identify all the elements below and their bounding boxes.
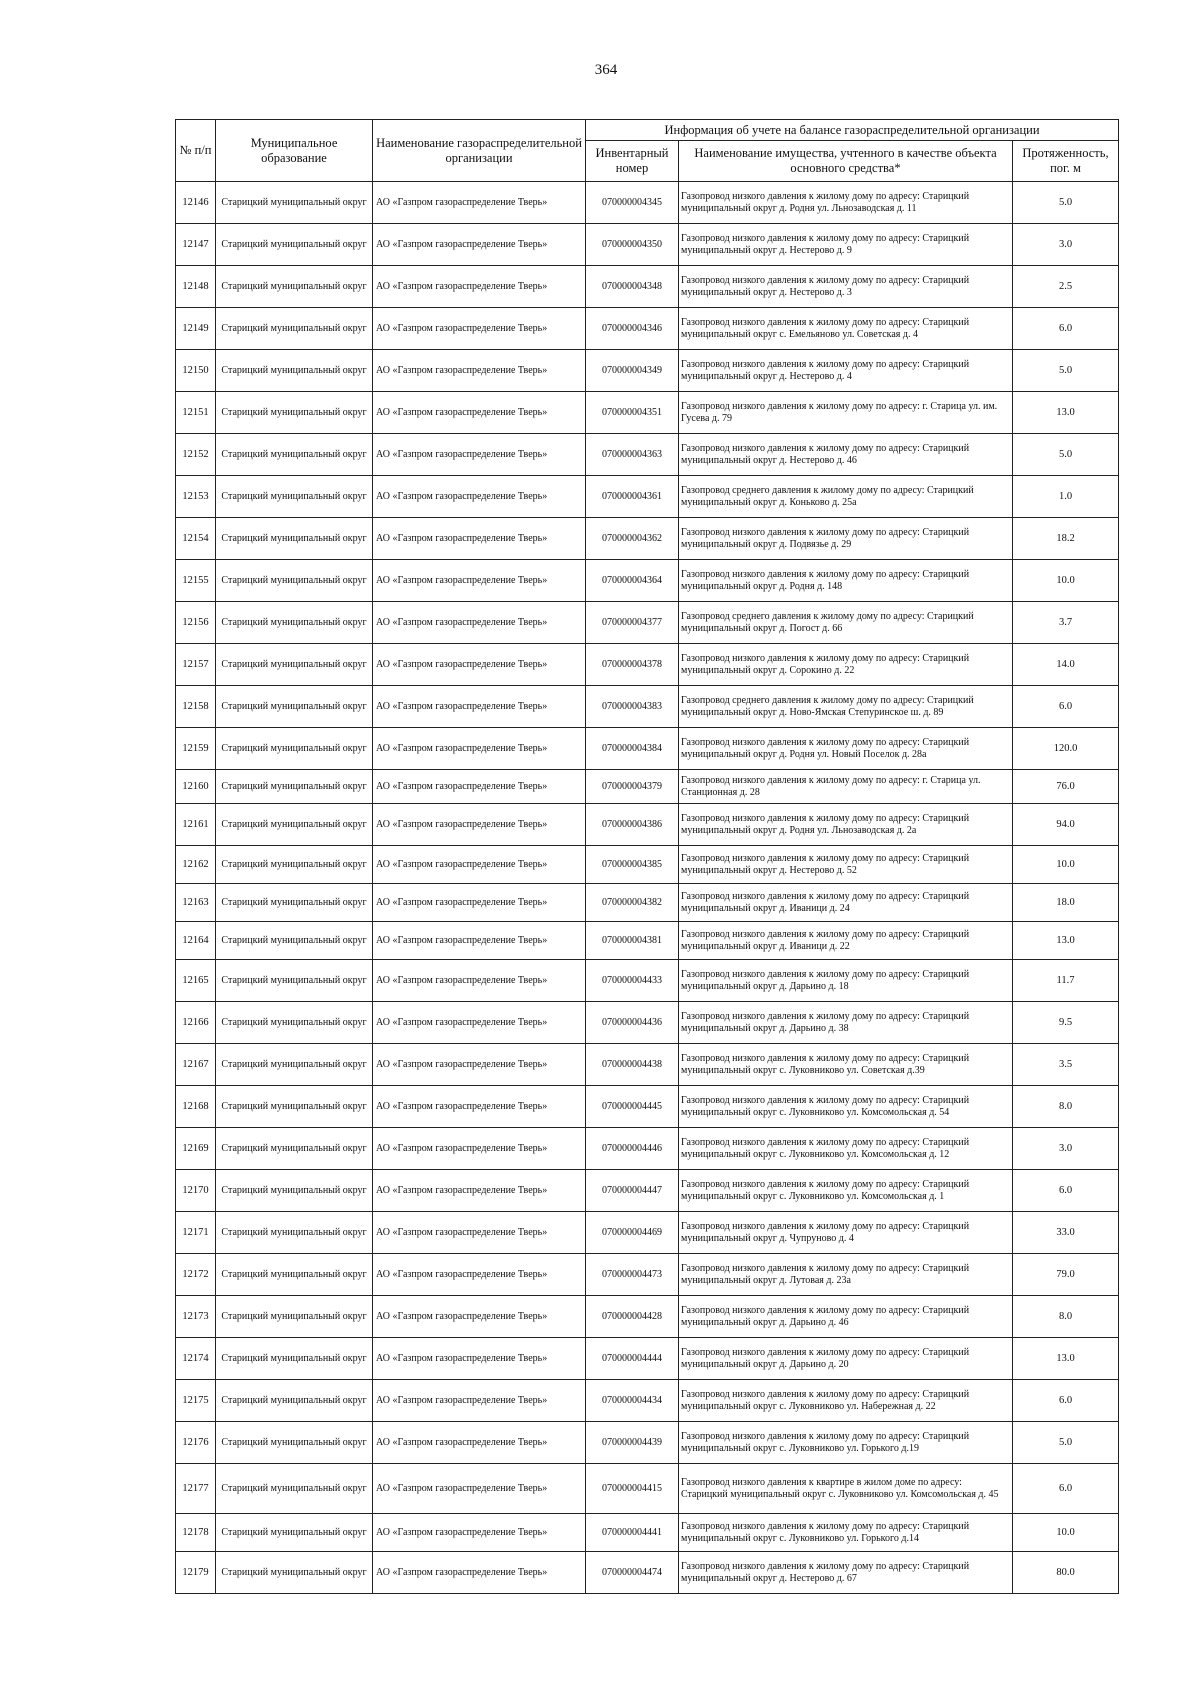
row-property-name: Газопровод низкого давления к жилому дому по адресу: Старицкий муниципальный округ д. Нестерово д. 46 bbox=[679, 434, 1013, 476]
table-row bbox=[176, 476, 1119, 518]
row-number: 12173 bbox=[176, 1296, 216, 1338]
table-body bbox=[176, 182, 1119, 1594]
table-row bbox=[176, 1212, 1119, 1254]
row-length: 120.0 bbox=[1013, 728, 1119, 770]
row-inventory-number: 070000004441 bbox=[586, 1514, 679, 1552]
row-property-name: Газопровод низкого давления к жилому дому по адресу: Старицкий муниципальный округ д. Чупруново д. 4 bbox=[679, 1212, 1013, 1254]
row-number: 12146 bbox=[176, 182, 216, 224]
row-municipality: Старицкий муниципальный округ bbox=[216, 1464, 373, 1514]
row-property-name: Газопровод низкого давления к жилому дому по адресу: Старицкий муниципальный округ д. Нестерово д. 4 bbox=[679, 350, 1013, 392]
row-length: 13.0 bbox=[1013, 1338, 1119, 1380]
row-property-name: Газопровод низкого давления к жилому дому по адресу: Старицкий муниципальный округ д. Дарьино д. 38 bbox=[679, 1002, 1013, 1044]
row-organization: АО «Газпром газораспределение Тверь» bbox=[373, 1128, 586, 1170]
row-length: 8.0 bbox=[1013, 1086, 1119, 1128]
row-inventory-number: 070000004444 bbox=[586, 1338, 679, 1380]
row-length: 3.0 bbox=[1013, 1128, 1119, 1170]
row-length: 10.0 bbox=[1013, 846, 1119, 884]
row-number: 12147 bbox=[176, 224, 216, 266]
table-row bbox=[176, 1128, 1119, 1170]
row-number: 12167 bbox=[176, 1044, 216, 1086]
table-row bbox=[176, 1296, 1119, 1338]
row-property-name: Газопровод среднего давления к жилому дому по адресу: Старицкий муниципальный округ д. Погост д. 66 bbox=[679, 602, 1013, 644]
row-municipality: Старицкий муниципальный округ bbox=[216, 1044, 373, 1086]
row-number: 12164 bbox=[176, 922, 216, 960]
row-length: 18.0 bbox=[1013, 884, 1119, 922]
row-municipality: Старицкий муниципальный округ bbox=[216, 350, 373, 392]
table-row bbox=[176, 804, 1119, 846]
table-row bbox=[176, 560, 1119, 602]
table-row bbox=[176, 1170, 1119, 1212]
row-length: 2.5 bbox=[1013, 266, 1119, 308]
table-row bbox=[176, 884, 1119, 922]
table-header bbox=[176, 120, 1119, 182]
row-inventory-number: 070000004351 bbox=[586, 392, 679, 434]
row-length: 9.5 bbox=[1013, 1002, 1119, 1044]
table-row bbox=[176, 922, 1119, 960]
row-number: 12179 bbox=[176, 1552, 216, 1594]
row-inventory-number: 070000004415 bbox=[586, 1464, 679, 1514]
table-row bbox=[176, 1514, 1119, 1552]
row-property-name: Газопровод низкого давления к жилому дому по адресу: Старицкий муниципальный округ д. Лутовая д. 23а bbox=[679, 1254, 1013, 1296]
row-inventory-number: 070000004473 bbox=[586, 1254, 679, 1296]
row-number: 12149 bbox=[176, 308, 216, 350]
row-municipality: Старицкий муниципальный округ bbox=[216, 1380, 373, 1422]
row-property-name: Газопровод низкого давления к жилому дому по адресу: Старицкий муниципальный округ д. Иваници д. 22 bbox=[679, 922, 1013, 960]
row-length: 11.7 bbox=[1013, 960, 1119, 1002]
row-number: 12148 bbox=[176, 266, 216, 308]
row-property-name: Газопровод низкого давления к жилому дому по адресу: Старицкий муниципальный округ д. Родня д. 148 bbox=[679, 560, 1013, 602]
row-inventory-number: 070000004447 bbox=[586, 1170, 679, 1212]
table-row bbox=[176, 686, 1119, 728]
row-property-name: Газопровод низкого давления к жилому дому по адресу: г. Старица ул. Станционная д. 28 bbox=[679, 770, 1013, 804]
row-number: 12154 bbox=[176, 518, 216, 560]
row-property-name: Газопровод низкого давления к жилому дому по адресу: Старицкий муниципальный округ д. Нестерово д. 67 bbox=[679, 1552, 1013, 1594]
row-number: 12163 bbox=[176, 884, 216, 922]
row-number: 12153 bbox=[176, 476, 216, 518]
row-organization: АО «Газпром газораспределение Тверь» bbox=[373, 1296, 586, 1338]
row-municipality: Старицкий муниципальный округ bbox=[216, 1128, 373, 1170]
row-organization: АО «Газпром газораспределение Тверь» bbox=[373, 1338, 586, 1380]
row-municipality: Старицкий муниципальный округ bbox=[216, 476, 373, 518]
row-municipality: Старицкий муниципальный округ bbox=[216, 846, 373, 884]
row-organization: АО «Газпром газораспределение Тверь» bbox=[373, 884, 586, 922]
table-row bbox=[176, 518, 1119, 560]
table-row bbox=[176, 182, 1119, 224]
row-organization: АО «Газпром газораспределение Тверь» bbox=[373, 686, 586, 728]
row-municipality: Старицкий муниципальный округ bbox=[216, 960, 373, 1002]
row-inventory-number: 070000004378 bbox=[586, 644, 679, 686]
row-number: 12150 bbox=[176, 350, 216, 392]
row-number: 12168 bbox=[176, 1086, 216, 1128]
row-organization: АО «Газпром газораспределение Тверь» bbox=[373, 266, 586, 308]
row-municipality: Старицкий муниципальный округ bbox=[216, 182, 373, 224]
row-municipality: Старицкий муниципальный округ bbox=[216, 1170, 373, 1212]
row-number: 12157 bbox=[176, 644, 216, 686]
row-inventory-number: 070000004350 bbox=[586, 224, 679, 266]
row-inventory-number: 070000004361 bbox=[586, 476, 679, 518]
header-property: Наименование имущества, учтенного в качестве объекта основного средства* bbox=[679, 141, 1013, 182]
row-property-name: Газопровод низкого давления к квартире в жилом доме по адресу: Старицкий муниципальный округ с. Луковниково ул. Комсомольская д. 45 bbox=[679, 1464, 1013, 1514]
row-length: 1.0 bbox=[1013, 476, 1119, 518]
row-property-name: Газопровод низкого давления к жилому дому по адресу: Старицкий муниципальный округ с. Луковниково ул. Комсомольская д. 54 bbox=[679, 1086, 1013, 1128]
table-row bbox=[176, 728, 1119, 770]
table-row bbox=[176, 644, 1119, 686]
row-organization: АО «Газпром газораспределение Тверь» bbox=[373, 1086, 586, 1128]
row-municipality: Старицкий муниципальный округ bbox=[216, 1514, 373, 1552]
row-organization: АО «Газпром газораспределение Тверь» bbox=[373, 518, 586, 560]
row-inventory-number: 070000004438 bbox=[586, 1044, 679, 1086]
row-inventory-number: 070000004384 bbox=[586, 728, 679, 770]
row-municipality: Старицкий муниципальный округ bbox=[216, 1002, 373, 1044]
row-length: 8.0 bbox=[1013, 1296, 1119, 1338]
row-property-name: Газопровод низкого давления к жилому дому по адресу: Старицкий муниципальный округ с. Емельяново ул. Советская д. 4 bbox=[679, 308, 1013, 350]
row-municipality: Старицкий муниципальный округ bbox=[216, 518, 373, 560]
row-length: 13.0 bbox=[1013, 922, 1119, 960]
row-length: 6.0 bbox=[1013, 1380, 1119, 1422]
row-length: 94.0 bbox=[1013, 804, 1119, 846]
row-organization: АО «Газпром газораспределение Тверь» bbox=[373, 1212, 586, 1254]
row-length: 79.0 bbox=[1013, 1254, 1119, 1296]
row-property-name: Газопровод низкого давления к жилому дому по адресу: Старицкий муниципальный округ с. Луковниково ул. Комсомольская д. 12 bbox=[679, 1128, 1013, 1170]
row-inventory-number: 070000004381 bbox=[586, 922, 679, 960]
row-organization: АО «Газпром газораспределение Тверь» bbox=[373, 308, 586, 350]
row-property-name: Газопровод низкого давления к жилому дому по адресу: Старицкий муниципальный округ д. Нестерово д. 9 bbox=[679, 224, 1013, 266]
property-table bbox=[175, 119, 1119, 1594]
row-length: 76.0 bbox=[1013, 770, 1119, 804]
row-number: 12156 bbox=[176, 602, 216, 644]
row-number: 12171 bbox=[176, 1212, 216, 1254]
row-municipality: Старицкий муниципальный округ bbox=[216, 392, 373, 434]
row-organization: АО «Газпром газораспределение Тверь» bbox=[373, 960, 586, 1002]
page-number: 364 bbox=[594, 62, 618, 78]
row-organization: АО «Газпром газораспределение Тверь» bbox=[373, 476, 586, 518]
row-property-name: Газопровод среднего давления к жилому дому по адресу: Старицкий муниципальный округ д. Коньково д. 25а bbox=[679, 476, 1013, 518]
row-property-name: Газопровод низкого давления к жилому дому по адресу: Старицкий муниципальный округ д. Подвязье д. 29 bbox=[679, 518, 1013, 560]
row-inventory-number: 070000004364 bbox=[586, 560, 679, 602]
row-property-name: Газопровод низкого давления к жилому дому по адресу: Старицкий муниципальный округ с. Луковниково ул. Набережная д. 22 bbox=[679, 1380, 1013, 1422]
row-length: 6.0 bbox=[1013, 1464, 1119, 1514]
table-row bbox=[176, 1254, 1119, 1296]
row-property-name: Газопровод низкого давления к жилому дому по адресу: Старицкий муниципальный округ с. Луковниково ул. Советская д.39 bbox=[679, 1044, 1013, 1086]
table-row bbox=[176, 602, 1119, 644]
table-row bbox=[176, 224, 1119, 266]
row-property-name: Газопровод низкого давления к жилому дому по адресу: Старицкий муниципальный округ д. Дарьино д. 18 bbox=[679, 960, 1013, 1002]
table-row bbox=[176, 846, 1119, 884]
row-property-name: Газопровод низкого давления к жилому дому по адресу: Старицкий муниципальный округ д. Родня ул. Новый Поселок д. 28а bbox=[679, 728, 1013, 770]
row-number: 12172 bbox=[176, 1254, 216, 1296]
row-number: 12158 bbox=[176, 686, 216, 728]
row-inventory-number: 070000004385 bbox=[586, 846, 679, 884]
row-organization: АО «Газпром газораспределение Тверь» bbox=[373, 1552, 586, 1594]
header-municipality: Муниципальное образование bbox=[216, 120, 373, 182]
row-municipality: Старицкий муниципальный округ bbox=[216, 728, 373, 770]
row-inventory-number: 070000004439 bbox=[586, 1422, 679, 1464]
row-organization: АО «Газпром газораспределение Тверь» bbox=[373, 1422, 586, 1464]
row-property-name: Газопровод низкого давления к жилому дому по адресу: Старицкий муниципальный округ д. Иваници д. 24 bbox=[679, 884, 1013, 922]
row-number: 12152 bbox=[176, 434, 216, 476]
row-length: 80.0 bbox=[1013, 1552, 1119, 1594]
table-row bbox=[176, 770, 1119, 804]
row-organization: АО «Газпром газораспределение Тверь» bbox=[373, 182, 586, 224]
table-row bbox=[176, 1044, 1119, 1086]
row-number: 12175 bbox=[176, 1380, 216, 1422]
row-length: 5.0 bbox=[1013, 1422, 1119, 1464]
row-inventory-number: 070000004445 bbox=[586, 1086, 679, 1128]
row-inventory-number: 070000004386 bbox=[586, 804, 679, 846]
row-inventory-number: 070000004377 bbox=[586, 602, 679, 644]
row-length: 3.7 bbox=[1013, 602, 1119, 644]
row-municipality: Старицкий муниципальный округ bbox=[216, 686, 373, 728]
table-row bbox=[176, 1422, 1119, 1464]
row-number: 12160 bbox=[176, 770, 216, 804]
row-municipality: Старицкий муниципальный округ bbox=[216, 1338, 373, 1380]
row-number: 12161 bbox=[176, 804, 216, 846]
row-inventory-number: 070000004346 bbox=[586, 308, 679, 350]
row-municipality: Старицкий муниципальный округ bbox=[216, 1254, 373, 1296]
row-organization: АО «Газпром газораспределение Тверь» bbox=[373, 1254, 586, 1296]
row-number: 12178 bbox=[176, 1514, 216, 1552]
table-row bbox=[176, 1002, 1119, 1044]
row-inventory-number: 070000004362 bbox=[586, 518, 679, 560]
table-row bbox=[176, 1086, 1119, 1128]
row-property-name: Газопровод низкого давления к жилому дому по адресу: Старицкий муниципальный округ с. Луковниково ул. Комсомольская д. 1 bbox=[679, 1170, 1013, 1212]
row-length: 6.0 bbox=[1013, 1170, 1119, 1212]
row-number: 12166 bbox=[176, 1002, 216, 1044]
table-row bbox=[176, 434, 1119, 476]
row-number: 12165 bbox=[176, 960, 216, 1002]
row-inventory-number: 070000004363 bbox=[586, 434, 679, 476]
row-municipality: Старицкий муниципальный округ bbox=[216, 308, 373, 350]
header-inventory: Инвентарный номер bbox=[586, 141, 679, 182]
table-row bbox=[176, 308, 1119, 350]
row-organization: АО «Газпром газораспределение Тверь» bbox=[373, 1380, 586, 1422]
row-municipality: Старицкий муниципальный округ bbox=[216, 922, 373, 960]
row-inventory-number: 070000004434 bbox=[586, 1380, 679, 1422]
row-organization: АО «Газпром газораспределение Тверь» bbox=[373, 392, 586, 434]
row-organization: АО «Газпром газораспределение Тверь» bbox=[373, 770, 586, 804]
row-property-name: Газопровод низкого давления к жилому дому по адресу: Старицкий муниципальный округ д. Нестерово д. 3 bbox=[679, 266, 1013, 308]
row-length: 14.0 bbox=[1013, 644, 1119, 686]
row-municipality: Старицкий муниципальный округ bbox=[216, 1086, 373, 1128]
header-length: Протяженность, пог. м bbox=[1013, 141, 1119, 182]
row-organization: АО «Газпром газораспределение Тверь» bbox=[373, 434, 586, 476]
row-organization: АО «Газпром газораспределение Тверь» bbox=[373, 1464, 586, 1514]
row-municipality: Старицкий муниципальный округ bbox=[216, 644, 373, 686]
row-length: 18.2 bbox=[1013, 518, 1119, 560]
table-row bbox=[176, 392, 1119, 434]
row-property-name: Газопровод низкого давления к жилому дому по адресу: Старицкий муниципальный округ с. Луковниково ул. Горького д.19 bbox=[679, 1422, 1013, 1464]
row-organization: АО «Газпром газораспределение Тверь» bbox=[373, 350, 586, 392]
row-organization: АО «Газпром газораспределение Тверь» bbox=[373, 1514, 586, 1552]
header-organization: Наименование газораспределительной организации bbox=[373, 120, 586, 182]
row-inventory-number: 070000004474 bbox=[586, 1552, 679, 1594]
row-inventory-number: 070000004345 bbox=[586, 182, 679, 224]
row-number: 12174 bbox=[176, 1338, 216, 1380]
row-number: 12177 bbox=[176, 1464, 216, 1514]
row-organization: АО «Газпром газораспределение Тверь» bbox=[373, 1170, 586, 1212]
row-property-name: Газопровод низкого давления к жилому дому по адресу: Старицкий муниципальный округ д. Родня ул. Льнозаводская д. 2а bbox=[679, 804, 1013, 846]
table-row bbox=[176, 1338, 1119, 1380]
row-inventory-number: 070000004433 bbox=[586, 960, 679, 1002]
table-row bbox=[176, 960, 1119, 1002]
row-length: 6.0 bbox=[1013, 686, 1119, 728]
row-property-name: Газопровод низкого давления к жилому дому по адресу: Старицкий муниципальный округ д. Сорокино д. 22 bbox=[679, 644, 1013, 686]
row-inventory-number: 070000004428 bbox=[586, 1296, 679, 1338]
table-row bbox=[176, 1464, 1119, 1514]
row-property-name: Газопровод низкого давления к жилому дому по адресу: Старицкий муниципальный округ с. Луковниково ул. Горького д.14 bbox=[679, 1514, 1013, 1552]
row-municipality: Старицкий муниципальный округ bbox=[216, 884, 373, 922]
row-property-name: Газопровод среднего давления к жилому дому по адресу: Старицкий муниципальный округ д. Ново-Ямская Степуринское ш. д. 89 bbox=[679, 686, 1013, 728]
row-municipality: Старицкий муниципальный округ bbox=[216, 602, 373, 644]
table-row bbox=[176, 1552, 1119, 1594]
row-municipality: Старицкий муниципальный округ bbox=[216, 804, 373, 846]
row-inventory-number: 070000004349 bbox=[586, 350, 679, 392]
header-no: № п/п bbox=[176, 120, 216, 182]
row-number: 12162 bbox=[176, 846, 216, 884]
row-number: 12155 bbox=[176, 560, 216, 602]
row-municipality: Старицкий муниципальный округ bbox=[216, 770, 373, 804]
row-property-name: Газопровод низкого давления к жилому дому по адресу: Старицкий муниципальный округ д. Нестерово д. 52 bbox=[679, 846, 1013, 884]
row-number: 12176 bbox=[176, 1422, 216, 1464]
row-municipality: Старицкий муниципальный округ bbox=[216, 266, 373, 308]
row-property-name: Газопровод низкого давления к жилому дому по адресу: Старицкий муниципальный округ д. Дарьино д. 46 bbox=[679, 1296, 1013, 1338]
row-inventory-number: 070000004382 bbox=[586, 884, 679, 922]
row-municipality: Старицкий муниципальный округ bbox=[216, 1552, 373, 1594]
row-number: 12151 bbox=[176, 392, 216, 434]
row-length: 5.0 bbox=[1013, 434, 1119, 476]
row-length: 3.5 bbox=[1013, 1044, 1119, 1086]
row-inventory-number: 070000004383 bbox=[586, 686, 679, 728]
row-organization: АО «Газпром газораспределение Тверь» bbox=[373, 224, 586, 266]
table-row bbox=[176, 266, 1119, 308]
row-organization: АО «Газпром газораспределение Тверь» bbox=[373, 728, 586, 770]
row-inventory-number: 070000004379 bbox=[586, 770, 679, 804]
row-organization: АО «Газпром газораспределение Тверь» bbox=[373, 560, 586, 602]
row-inventory-number: 070000004469 bbox=[586, 1212, 679, 1254]
row-organization: АО «Газпром газораспределение Тверь» bbox=[373, 846, 586, 884]
table-row bbox=[176, 1380, 1119, 1422]
row-property-name: Газопровод низкого давления к жилому дому по адресу: г. Старица ул. им. Гусева д. 79 bbox=[679, 392, 1013, 434]
row-municipality: Старицкий муниципальный округ bbox=[216, 1212, 373, 1254]
row-property-name: Газопровод низкого давления к жилому дому по адресу: Старицкий муниципальный округ д. Дарьино д. 20 bbox=[679, 1338, 1013, 1380]
row-municipality: Старицкий муниципальный округ bbox=[216, 224, 373, 266]
row-number: 12159 bbox=[176, 728, 216, 770]
row-organization: АО «Газпром газораспределение Тверь» bbox=[373, 922, 586, 960]
row-length: 6.0 bbox=[1013, 308, 1119, 350]
row-length: 10.0 bbox=[1013, 560, 1119, 602]
row-inventory-number: 070000004348 bbox=[586, 266, 679, 308]
row-length: 5.0 bbox=[1013, 182, 1119, 224]
row-organization: АО «Газпром газораспределение Тверь» bbox=[373, 1044, 586, 1086]
row-number: 12169 bbox=[176, 1128, 216, 1170]
row-inventory-number: 070000004446 bbox=[586, 1128, 679, 1170]
row-municipality: Старицкий муниципальный округ bbox=[216, 560, 373, 602]
row-organization: АО «Газпром газораспределение Тверь» bbox=[373, 804, 586, 846]
row-municipality: Старицкий муниципальный округ bbox=[216, 434, 373, 476]
header-balance-group: Информация об учете на балансе газораспределительной организации bbox=[586, 120, 1119, 141]
row-inventory-number: 070000004436 bbox=[586, 1002, 679, 1044]
row-length: 33.0 bbox=[1013, 1212, 1119, 1254]
table-row bbox=[176, 350, 1119, 392]
row-organization: АО «Газпром газораспределение Тверь» bbox=[373, 1002, 586, 1044]
row-length: 3.0 bbox=[1013, 224, 1119, 266]
row-length: 5.0 bbox=[1013, 350, 1119, 392]
row-length: 10.0 bbox=[1013, 1514, 1119, 1552]
row-organization: АО «Газпром газораспределение Тверь» bbox=[373, 644, 586, 686]
row-property-name: Газопровод низкого давления к жилому дому по адресу: Старицкий муниципальный округ д. Родня ул. Льнозаводская д. 11 bbox=[679, 182, 1013, 224]
row-municipality: Старицкий муниципальный округ bbox=[216, 1422, 373, 1464]
row-length: 13.0 bbox=[1013, 392, 1119, 434]
row-municipality: Старицкий муниципальный округ bbox=[216, 1296, 373, 1338]
row-organization: АО «Газпром газораспределение Тверь» bbox=[373, 602, 586, 644]
row-number: 12170 bbox=[176, 1170, 216, 1212]
